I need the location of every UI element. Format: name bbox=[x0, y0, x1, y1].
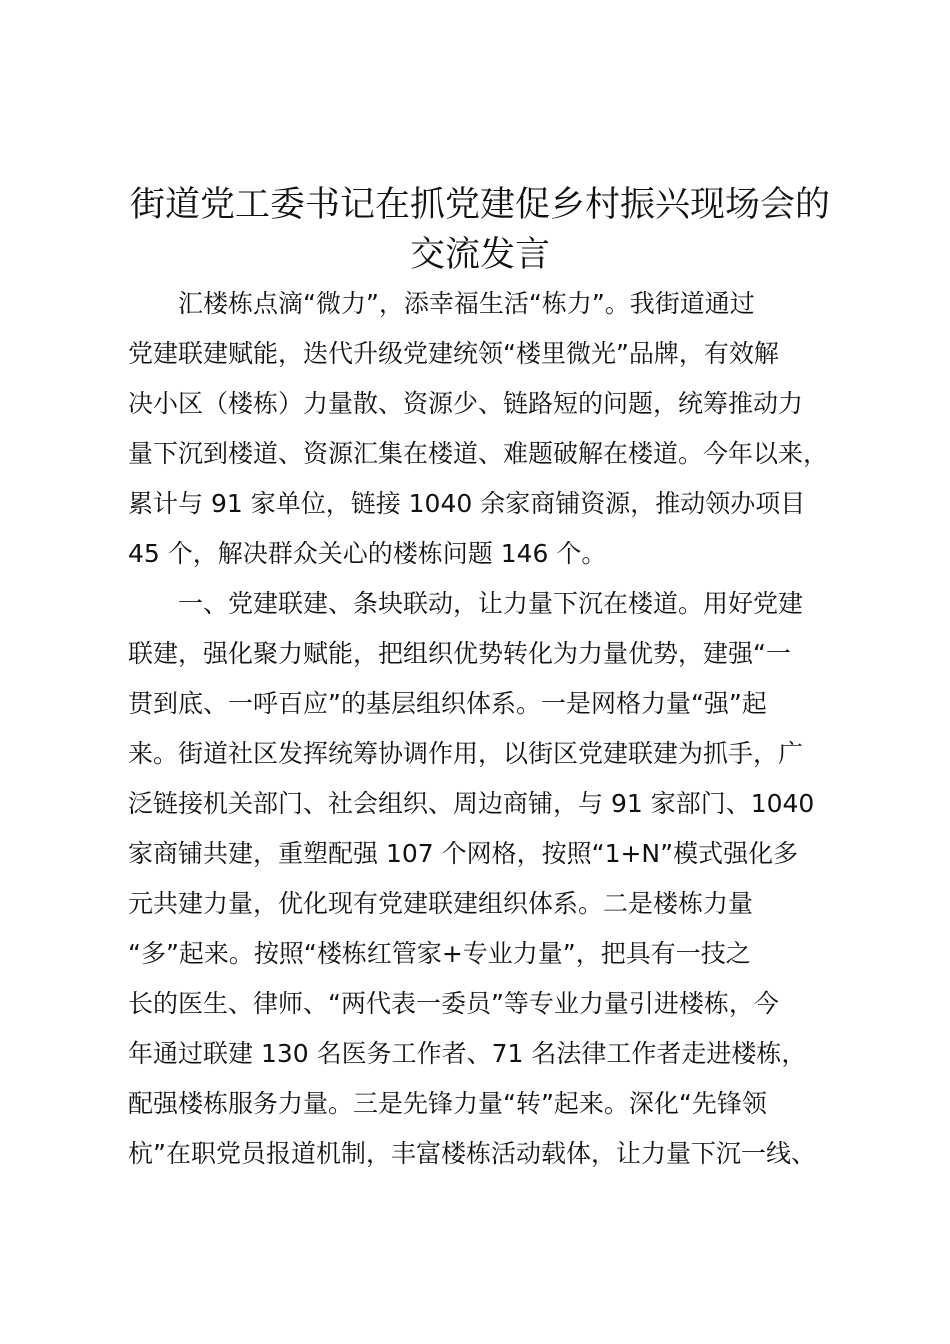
document-title-line-2: 交流发言 bbox=[409, 235, 550, 275]
paragraph-line: 决小区（楼栋）力量散、资源少、链路短的问题，统筹推动力 bbox=[128, 389, 804, 418]
document-title-line-1: 街道党工委书记在抓党建促乡村振兴现场会的 bbox=[129, 185, 830, 225]
paragraph-line: 一、党建联建、条块联动，让力量下沉在楼道。用好党建 bbox=[128, 589, 804, 618]
paragraph-line: 党建联建赋能，迭代升级党建统领“楼里微光”品牌，有效解 bbox=[128, 339, 779, 368]
paragraph-line: 来。街道社区发挥统筹协调作用，以街区党建联建为抓手，广 bbox=[128, 739, 804, 768]
paragraph-line: 元共建力量，优化现有党建联建组织体系。二是楼栋力量 bbox=[128, 889, 754, 918]
paragraph-line: 杭”在职党员报道机制，丰富楼栋活动载体，让力量下沉一线、 bbox=[128, 1139, 816, 1168]
paragraph-line: 量下沉到楼道、资源汇集在楼道、难题破解在楼道。今年以来， bbox=[128, 439, 829, 468]
paragraph-line: 长的医生、律师、“两代表一委员”等专业力量引进楼栋，今 bbox=[128, 989, 779, 1018]
paragraph-line: 配强楼栋服务力量。三是先锋力量“转”起来。深化“先锋领 bbox=[128, 1089, 767, 1118]
paragraph-line: 家商铺共建，重塑配强 107 个网格，按照“1+N”模式强化多 bbox=[128, 839, 799, 868]
paragraph-line: 汇楼栋点滴“微力”，添幸福生活“栋力”。我街道通过 bbox=[128, 289, 755, 318]
paragraph-line: 累计与 91 家单位，链接 1040 余家商铺资源，推动领办项目 bbox=[128, 489, 806, 518]
paragraph-line: 联建，强化聚力赋能，把组织优势转化为力量优势，建强“一 bbox=[128, 639, 791, 668]
paragraph-line: “多”起来。按照“楼栋红管家+专业力量”，把具有一技之 bbox=[128, 939, 751, 968]
paragraph-line: 泛链接机关部门、社会组织、周边商铺，与 91 家部门、1040 bbox=[128, 789, 815, 818]
paragraph-line: 年通过联建 130 名医务工作者、71 名法律工作者走进楼栋， bbox=[128, 1039, 807, 1068]
paragraph-line: 贯到底、一呼百应”的基层组织体系。一是网格力量“强”起 bbox=[128, 689, 767, 718]
paragraph-line: 45 个，解决群众关心的楼栋问题 146 个。 bbox=[128, 539, 607, 568]
